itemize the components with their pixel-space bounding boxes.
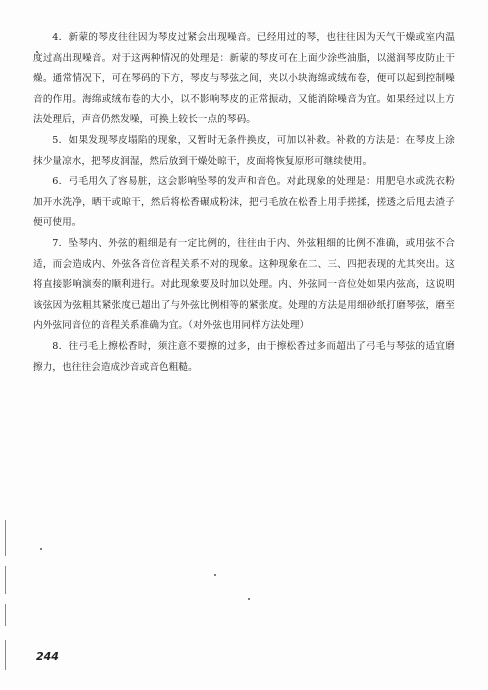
scan-edge-mark [5, 640, 6, 670]
scan-speck [214, 574, 216, 576]
page-number: 244 [36, 650, 59, 663]
scan-edge-mark [5, 520, 6, 556]
paragraph-4: 4．新蒙的琴皮往往因为琴皮过紧会出现噪音。已经用过的琴，也往往因为天气干燥或室内温度过高出现噪音。对于这两种情况的处理是：新蒙的琴皮可在上面少涂些油脂，以滋润琴皮防止干燥。通常情况下，可在琴码的下方，琴皮与琴弦之间，夹以小块海绵或绒布卷，便可以起到控制噪音的作用。海绵或绒布卷的大小，以不影响琴皮的正常振动，又能消除噪音为宜。如果经过以上方法处理后，声音仍然发噪，可换上较长一点的琴码。 [33, 32, 455, 126]
scan-edge-mark [5, 604, 6, 626]
paragraph-7: 7．坠琴内、外弦的粗细是有一定比例的，往往由于内、外弦粗细的比例不准确，或用弦不合适，而会造成内、外弦各音位音程关系不对的现象。这种现象在二、三、四把表现的尤其突出。这将直接影响演奏的顺利进行。对此现象要及时加以处理。内、外弦同一音位处如果内弦高，这说明该弦因为弦粗其紧张度已超出了与外弦比例相等的紧张度。处理的方法是用细砂纸打磨琴弦，磨至内外弦同音位的音程关系准确为宜。（对外弦也用同样方法处理） [33, 237, 455, 332]
paragraph-8: 8．往弓毛上擦松香时，须注意不要擦的过多，由于擦松香过多而超出了弓毛与琴弦的适宜磨擦力，也往往会造成沙音或音色粗糙。 [33, 340, 455, 373]
body-text [33, 28, 455, 378]
scan-speck [40, 548, 42, 550]
paragraph-5: 5．如果发现琴皮塌陷的现象，又暂时无条件换皮，可加以补救。补救的方法是：在琴皮上涂抹少量凉水，把琴皮润湿，然后放到干燥处晾干，皮面将恢复原形可继续使用。 [33, 134, 455, 167]
scan-edge-mark [5, 566, 6, 594]
scan-speck [248, 598, 250, 600]
paragraph-6: 6．弓毛用久了容易脏，这会影响坠琴的发声和音色。对此现象的处理是：用肥皂水或洗衣粉加开水洗净，晒干或晾干，然后将松香碾成粉沫，把弓毛放在松香上用手搓揉，搓透之后甩去渣子便可使用。 [33, 176, 455, 229]
scan-speck [36, 51, 38, 53]
